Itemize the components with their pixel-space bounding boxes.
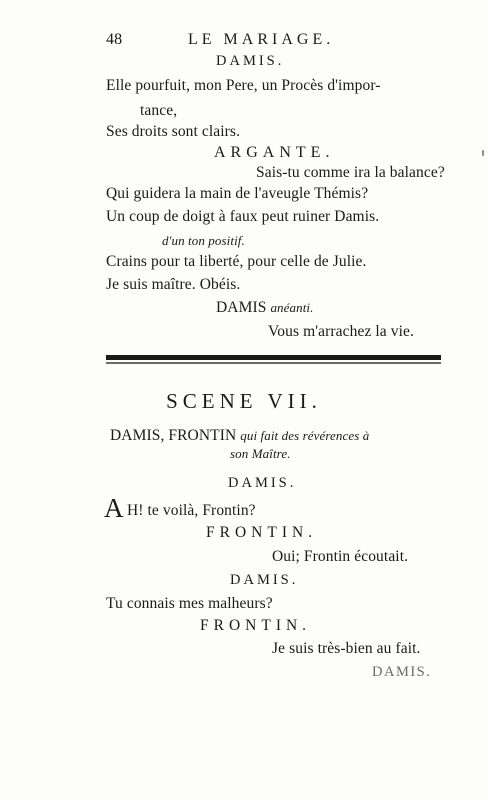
verse-line: tance,	[140, 102, 178, 119]
speaker-damis: DAMIS.	[216, 53, 285, 69]
speaker-name: DAMIS	[216, 299, 267, 316]
verse-line: Oui; Frontin écoutait.	[272, 548, 409, 565]
verse-line: Sais-tu comme ira la balance?	[256, 164, 445, 181]
stage-direction: qui fait des révérences à	[240, 428, 370, 443]
verse-line: Je suis maître. Obéis.	[106, 276, 241, 293]
scene-title: SCENE VII.	[166, 389, 322, 413]
verse-line: Ses droits sont clairs.	[106, 123, 241, 140]
speaker-damis	[216, 298, 313, 318]
catchword: DAMIS.	[372, 664, 432, 680]
paper-speck	[482, 150, 484, 156]
verse-line: Crains pour ta liberté, pour celle de Julie.	[106, 253, 367, 270]
speaker-frontin: FRONTIN.	[200, 617, 312, 634]
verse-line: Un coup de doigt à faux peut ruiner Damis.	[106, 208, 380, 225]
speaker-frontin: FRONTIN.	[206, 524, 318, 541]
drop-cap: A	[104, 493, 124, 523]
verse-line: Qui guidera la main de l'aveugle Thémis?	[106, 185, 369, 202]
verse-line: H! te voilà, Frontin?	[127, 502, 256, 519]
scene-characters	[110, 426, 369, 446]
speaker-damis: DAMIS.	[228, 475, 297, 491]
page-number: 48	[106, 31, 123, 48]
stage-direction: anéanti.	[270, 300, 314, 315]
section-rule-thin	[106, 362, 441, 364]
characters-list: DAMIS, FRONTIN	[110, 427, 237, 444]
verse-line: Tu connais mes malheurs?	[106, 595, 273, 612]
verse-line: Je suis très-bien au fait.	[272, 640, 421, 657]
verse-line: Vous m'arrachez la vie.	[268, 323, 414, 340]
speaker-argante: ARGANTE.	[214, 144, 335, 161]
speaker-damis: DAMIS.	[230, 572, 299, 588]
section-rule-thick	[106, 355, 441, 360]
verse-line: Elle pourfuit, mon Pere, un Procès d'impor-	[106, 77, 381, 94]
stage-direction: son Maître.	[230, 446, 291, 461]
running-title: LE MARIAGE.	[188, 31, 335, 48]
stage-direction: d'un ton positif.	[162, 233, 245, 248]
